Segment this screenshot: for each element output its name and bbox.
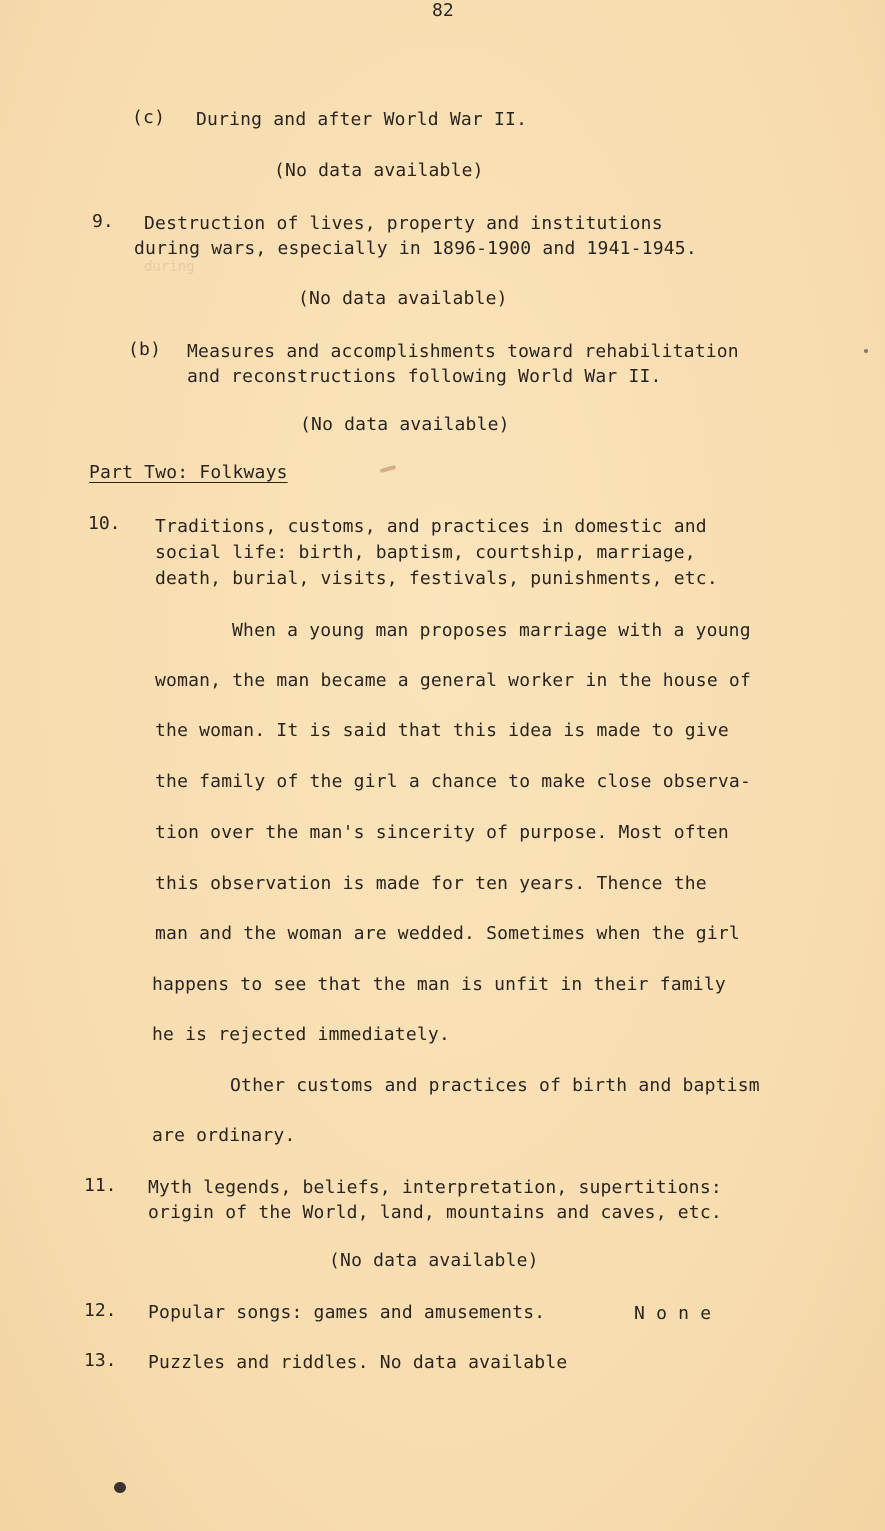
ink-smear bbox=[380, 465, 396, 473]
item-b-note: (No data available) bbox=[300, 414, 510, 435]
item-12-text: Popular songs: games and amusements. bbox=[148, 1302, 546, 1323]
item-12-number: 12. bbox=[84, 1300, 117, 1321]
item-10-body-line: the woman. It is said that this idea is made to give bbox=[155, 720, 729, 741]
item-c-note: (No data available) bbox=[274, 160, 484, 181]
part-two-heading: Part Two: Folkways bbox=[89, 462, 288, 483]
item-9-note: (No data available) bbox=[298, 288, 508, 309]
item-9-ghost-text: during bbox=[144, 259, 195, 275]
item-b-line2: and reconstructions following World War II. bbox=[187, 366, 662, 387]
item-10-body-line: tion over the man's sincerity of purpose. Most often bbox=[155, 822, 729, 843]
item-9-line2: during wars, especially in 1896-1900 and 1941-1945. bbox=[134, 238, 697, 259]
item-10-body2-line: Other customs and practices of birth and baptism bbox=[230, 1075, 760, 1096]
item-10-line3: death, burial, visits, festivals, punishments, etc. bbox=[155, 568, 718, 589]
item-c-label: (c) bbox=[132, 107, 166, 128]
item-10-body-line: happens to see that the man is unfit in their family bbox=[152, 974, 726, 995]
item-10-body-line: woman, the man became a general worker in the house of bbox=[155, 670, 751, 691]
item-b-line1: Measures and accomplishments toward rehabilitation bbox=[187, 341, 739, 362]
item-10-body-line: he is rejected immediately. bbox=[152, 1024, 450, 1045]
item-10-body-line: man and the woman are wedded. Sometimes when the girl bbox=[155, 923, 740, 944]
ink-speck bbox=[864, 349, 868, 353]
item-c-text: During and after World War II. bbox=[196, 109, 528, 130]
item-13-number: 13. bbox=[84, 1350, 117, 1371]
ink-blot bbox=[114, 1482, 126, 1493]
item-10-body-line: this observation is made for ten years. Thence the bbox=[155, 873, 707, 894]
item-10-body-line: When a young man proposes marriage with a young bbox=[232, 620, 751, 641]
item-12-answer: N o n e bbox=[634, 1303, 712, 1324]
item-10-line1: Traditions, customs, and practices in domestic and bbox=[155, 516, 707, 537]
item-11-line2: origin of the World, land, mountains and caves, etc. bbox=[148, 1202, 722, 1223]
page-number: 82 bbox=[432, 0, 454, 21]
item-11-number: 11. bbox=[84, 1175, 117, 1196]
item-10-line2: social life: birth, baptism, courtship, marriage, bbox=[155, 542, 696, 563]
item-13-text: Puzzles and riddles. No data available bbox=[148, 1352, 568, 1373]
item-9-line1: Destruction of lives, property and institutions bbox=[144, 213, 663, 234]
item-11-line1: Myth legends, beliefs, interpretation, supertitions: bbox=[148, 1177, 722, 1198]
item-11-note: (No data available) bbox=[329, 1250, 539, 1271]
item-b-label: (b) bbox=[128, 339, 162, 360]
item-10-number: 10. bbox=[88, 513, 121, 534]
item-10-body-line: the family of the girl a chance to make close observa- bbox=[155, 771, 751, 792]
item-10-body2-line: are ordinary. bbox=[152, 1125, 296, 1146]
item-9-number: 9. bbox=[92, 211, 114, 232]
